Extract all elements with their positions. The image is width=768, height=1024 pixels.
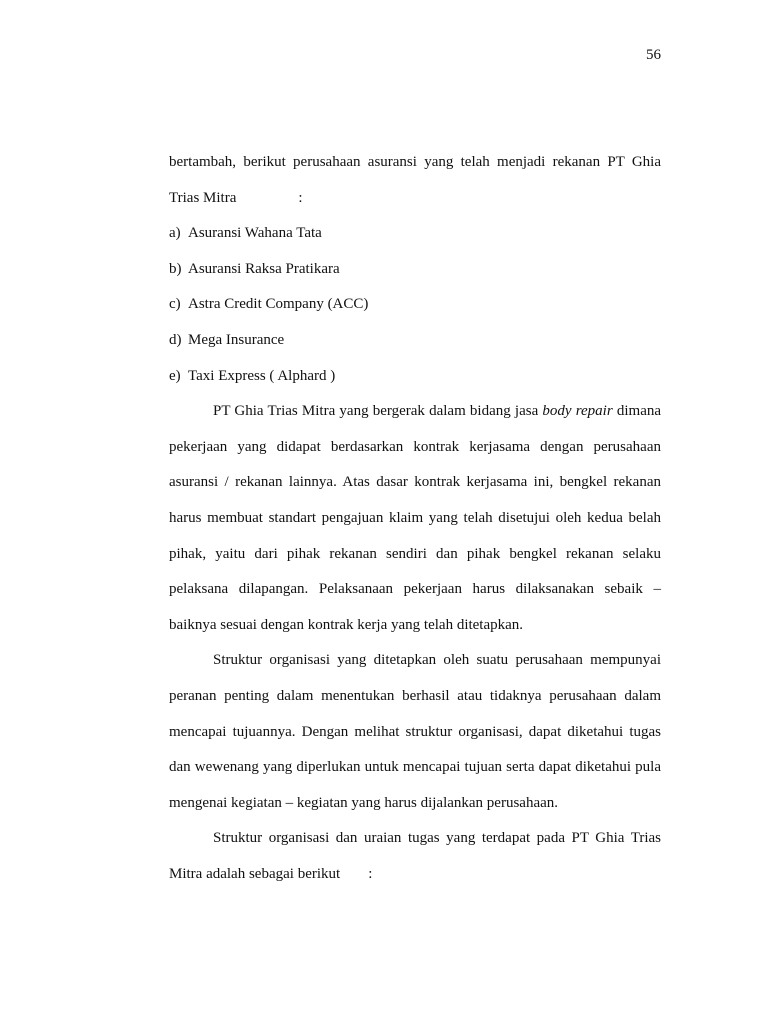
list-marker: c) [169,296,181,313]
paragraph-text: Struktur organisasi dan uraian tugas yang terdapat pada PT Ghia Trias Mitra adalah sebagai berikut [169,830,661,882]
page-number: 56 [646,47,661,63]
list-marker: b) [169,260,182,277]
list-item-label: Asuransi Wahana Tata [188,225,322,242]
list-item-label: Taxi Express ( Alphard ) [188,367,336,384]
list-item-label: Mega Insurance [188,331,285,348]
paragraph-text: dimana pekerjaan yang didapat berdasarkan kontrak kerjasama dengan perusahaan asuransi / rekanan lainnya. Atas dasar kontrak kerjasama ini, bengkel rekanan harus membuat standart pengajuan klaim yang telah disetujui oleh kedua belah pihak, yaitu dari pihak rekanan sendiri dan pihak bengkel rekanan selaku pelaksana dilapangan. Pelaksanaan pekerjaan harus dilaksanakan sebaik – baiknya sesuai dengan kontrak kerja yang telah ditetapkan. [169,403,662,633]
list-item [169,359,661,395]
partner-list [169,216,661,394]
intro-company-name: Trias Mitra [169,189,237,206]
paragraph-structure-intro [169,821,661,892]
list-marker: a) [169,225,181,242]
list-item [169,216,661,252]
paragraph-italic-term: body repair [542,403,613,420]
list-item-label: Asuransi Raksa Pratikara [188,260,340,277]
paragraph-organization-structure: Struktur organisasi yang ditetapkan oleh suatu perusahaan mempunyai peranan penting dalam menentukan berhasil atau tidaknya perusahaan dalam mencapai tujuannya. Dengan melihat struktur organisasi, dapat diketahui tugas dan wewenang yang diperlukan untuk mencapai tujuan serta dapat diketahui pula mengenai kegiatan – kegiatan yang harus dijalankan perusahaan. [169,652,661,811]
intro-line-1: bertambah, berikut perusahaan asuransi yang telah menjadi rekanan PT Ghia [169,154,661,170]
paragraph-body-repair [169,394,661,643]
intro-colon: : [298,189,303,206]
list-item [169,287,661,323]
intro-line-2 [169,181,661,217]
list-item-label: Astra Credit Company (ACC) [188,296,369,313]
page-body [169,145,661,892]
list-marker: d) [169,331,182,348]
paragraph-text: PT Ghia Trias Mitra yang bergerak dalam bidang jasa [213,403,543,420]
paragraph-colon: : [368,865,373,882]
list-marker: e) [169,367,181,384]
list-item [169,323,661,359]
list-item [169,252,661,288]
